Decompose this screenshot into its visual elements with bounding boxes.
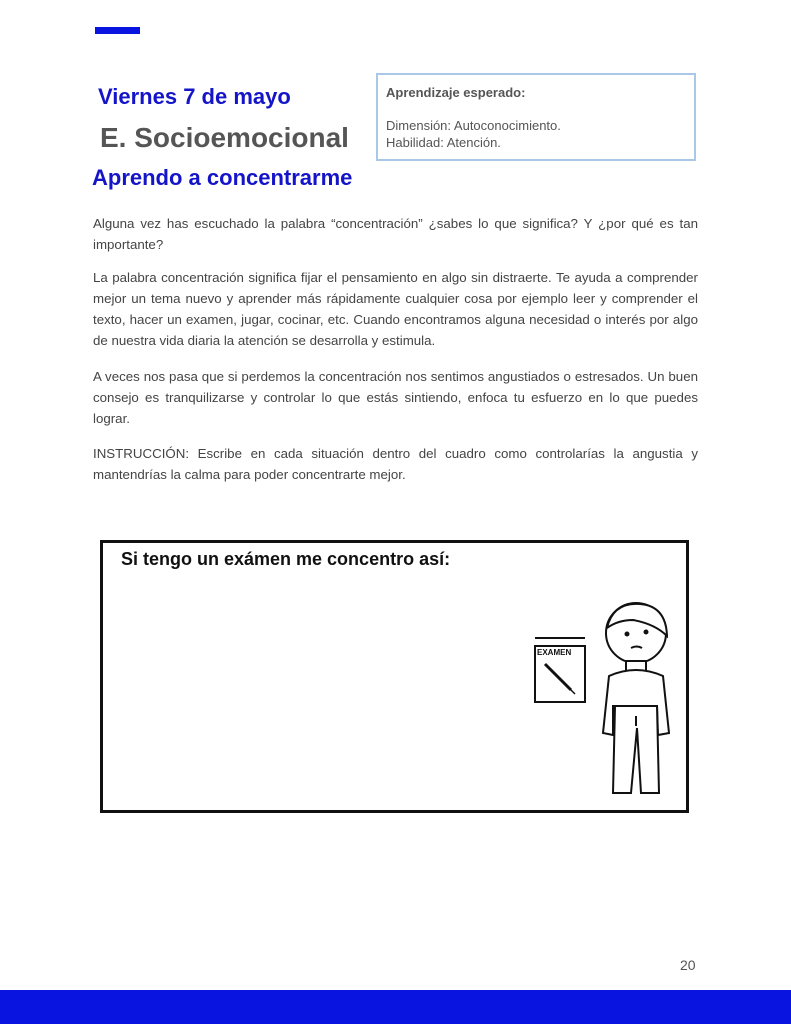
paragraph-definition: La palabra concentración significa fijar el pensamiento en algo sin distraerte. Te ayuda a comprender mejor un tema nuevo y aprender más rápidamente cualquier cosa por ejemplo leer y comprender el texto, hacer un examen, jugar, cocinar, etc. Cuando encontramos alguna necesidad o interés por algo de nuestra vida diaria la atención se desarrolla y estimula. [93,270,698,348]
student-figure [603,603,669,793]
exam-label: EXAMEN [537,648,572,657]
subject-title: E. Socioemocional [100,122,349,153]
paragraph-instruction: INSTRUCCIÓN: Escribe en cada situación dentro del cuadro como controlarías la angustia y mantendrías la calma para poder concentrarte mejor. [93,446,698,482]
paragraph-advice: A veces nos pasa que si perdemos la concentración nos sentimos angustiados o estresados. Un buen consejo es tranquilizarse y controlar lo que estás sintiendo, enfoca tu esfuerzo en lo que puedes lograr. [93,369,698,426]
skill-text: Habilidad: Atención. [386,135,501,150]
lesson-date: Viernes 7 de mayo [98,84,291,109]
exam-sheet-icon [535,638,585,702]
activity-title: Si tengo un exámen me concentro así: [121,549,451,569]
dimension-text: Dimensión: Autoconocimiento. [386,118,561,133]
learning-outcome-box [376,73,696,161]
paragraph-intro: Alguna vez has escuchado la palabra “concentración” ¿sabes lo que significa? Y ¿por qué es tan importante? [93,216,698,252]
footer-accent-bar [0,990,791,1024]
activity-writing-box[interactable] [100,540,689,813]
page-number: 20 [680,957,696,973]
lesson-title: Aprendo a concentrarme [92,165,353,190]
student-exam-illustration [523,598,683,813]
learning-outcome-title: Aprendizaje esperado: [386,85,526,100]
top-accent-bar [95,27,140,34]
